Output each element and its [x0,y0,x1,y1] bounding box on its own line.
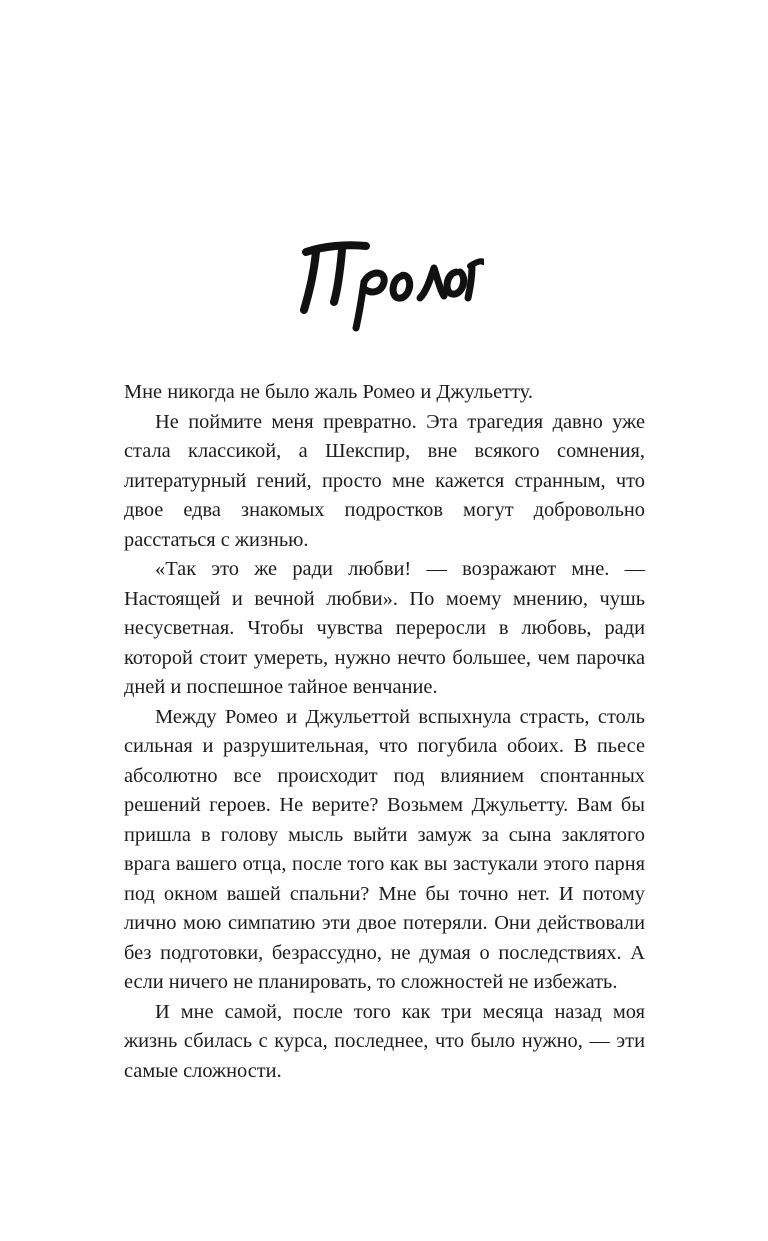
chapter-title-handwritten [284,222,484,332]
paragraph-1: Мне никогда не было жаль Ромео и Джульетту. [124,381,533,403]
paragraph-5: И мне самой, после того как три месяца назад моя жизнь сбилась с курса, последнее, что было нужно, — эти самые сложности. [124,1000,645,1082]
paragraph-3: «Так это же ради любви! — возражают мне. — Настоящей и вечной любви». По моему мнению, чушь несусветная. Чтобы чувства переросли в любовь, ради которой стоит умереть, нужно нечто большее, чем парочка дней и поспешное тайное венчание. [124,558,645,698]
paragraph-4: Между Ромео и Джульеттой вспыхнула страсть, столь сильная и разрушительная, что погубила обоих. В пьесе абсолютно все происходит под влиянием спонтанных решений героев. Не верите? Возьмем Джульетту. Вам бы пришла в голову мысль выйти замуж за сына заклятого врага вашего отца, после того как вы застукали этого парня под окном вашей спальни? Мне бы точно нет. И потому лично мою симпатию эти двое потеряли. Они действовали без подготовки, безрассудно, не думая о последствиях. А если ничего не планировать, то сложностей не избежать. [124,705,645,993]
paragraph-2: Не поймите меня превратно. Эта трагедия давно уже стала классикой, а Шекспир, вне всякого сомнения, литературный гений, просто мне кажется странным, что двое едва знакомых подростков могут добровольно расстаться с жизнью. [124,410,645,551]
chapter-text [124,378,645,1086]
chapter-title [0,222,768,332]
